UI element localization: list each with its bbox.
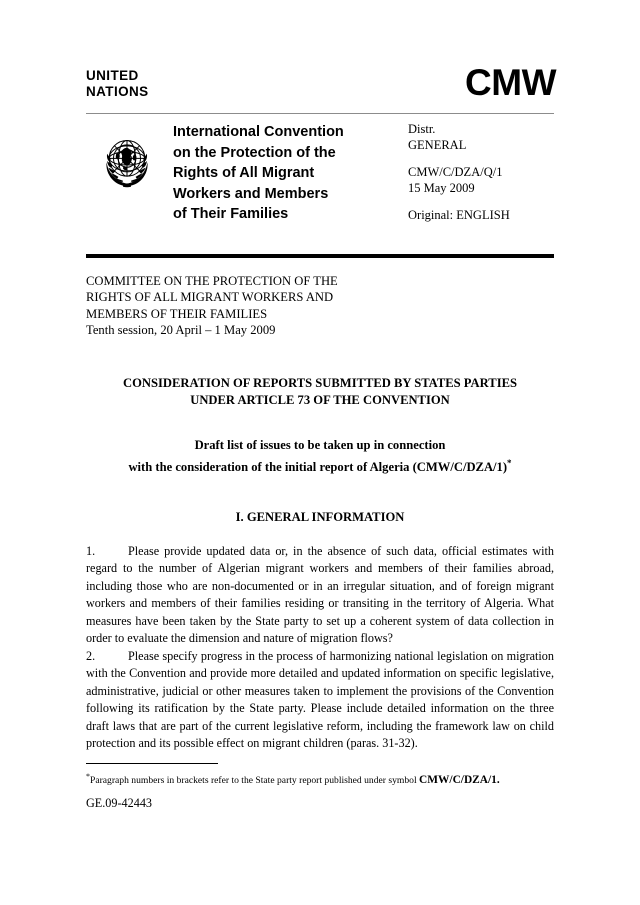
distribution-value: GENERAL (408, 137, 467, 152)
treaty-body-code: CMW (465, 62, 556, 103)
paragraph-2-number: 2. (86, 649, 96, 663)
paragraph-2-text: Please specify progress in the process of harmonizing national legislation on migration with the Convention and provide more detailed and updated information on specific legislative, administrative, judicial or other measures taken to implement the provisions of the Convention following its ratification by the State party. Please include detailed information on the three draft laws that are part of the current legislative reform, including the framework law on child protection and its possible effect on migrant children (paras. 31-32). (86, 649, 554, 751)
document-symbol: CMW/C/DZA/Q/1 (408, 165, 503, 179)
document-code: GE.09-42443 (86, 796, 153, 810)
convention-title (173, 122, 379, 225)
footnote-separator (86, 763, 218, 764)
convention-title-line-5: of Their Families (173, 206, 289, 222)
footnote (86, 770, 554, 787)
footnote-symbol: CMW/C/DZA/1. (419, 774, 500, 787)
organization-line-2: NATIONS (86, 83, 149, 99)
paragraph-1 (86, 543, 554, 647)
convention-title-line-1: International Convention (173, 124, 344, 140)
report-heading-line-1: CONSIDERATION OF REPORTS SUBMITTED BY STATES PARTIES (122, 376, 518, 390)
convention-title-line-2: on the Protection of the (173, 144, 336, 161)
footnote-marker-ref: * (507, 457, 512, 468)
committee-block (86, 273, 486, 339)
document-date: 15 May 2009 (408, 180, 475, 195)
subtitle-heading (86, 437, 554, 476)
section-heading: I. GENERAL INFORMATION (235, 510, 405, 524)
title-band (86, 122, 554, 225)
convention-title-line-3: Rights of All Migrant (173, 165, 315, 181)
session-line: Tenth session, 20 April – 1 May 2009 (86, 323, 276, 338)
subtitle-line-1: Draft list of issues to be taken up in connection (194, 438, 446, 452)
header-divider-thick (86, 254, 554, 258)
masthead (86, 62, 556, 103)
subtitle-line-2-text: with the consideration of the initial report of Algeria (CMW/C/DZA/1) (128, 459, 508, 474)
un-emblem-icon (94, 128, 160, 194)
page-content (86, 0, 554, 905)
paragraph-2 (86, 648, 554, 752)
distribution-block (408, 122, 558, 224)
committee-line-1: COMMITTEE ON THE PROTECTION OF THE (86, 274, 338, 288)
original-language: Original: ENGLISH (408, 208, 510, 222)
organization-line-1: UNITED (86, 68, 139, 83)
report-heading (86, 375, 554, 409)
header-divider-thin (86, 113, 554, 114)
convention-title-line-4: Workers and Members (173, 185, 329, 202)
subtitle-line-2 (86, 455, 554, 477)
footnote-text: Paragraph numbers in brackets refer to the State party report published under symbol (90, 775, 420, 787)
report-heading-line-2: UNDER ARTICLE 73 OF THE CONVENTION (190, 393, 450, 407)
distribution-label: Distr. (408, 122, 436, 136)
committee-line-2: RIGHTS OF ALL MIGRANT WORKERS AND (86, 290, 334, 305)
footnote-marker: * (86, 772, 90, 781)
committee-line-3: MEMBERS OF THEIR FAMILIES (86, 306, 268, 321)
paragraph-1-number: 1. (86, 544, 96, 558)
paragraph-1-text: Please provide updated data or, in the absence of such data, official estimates with regard to the number of Algerian migrant workers and members of their families abroad, including those who are non-documented or in an irregular situation, and of foreign migrant workers and members of their families residing or transiting in the territory of Algeria. What measures have been taken by the State party to set up a coherent system of data collection in order to evaluate the dimension and nature of migration flows? (86, 544, 554, 646)
